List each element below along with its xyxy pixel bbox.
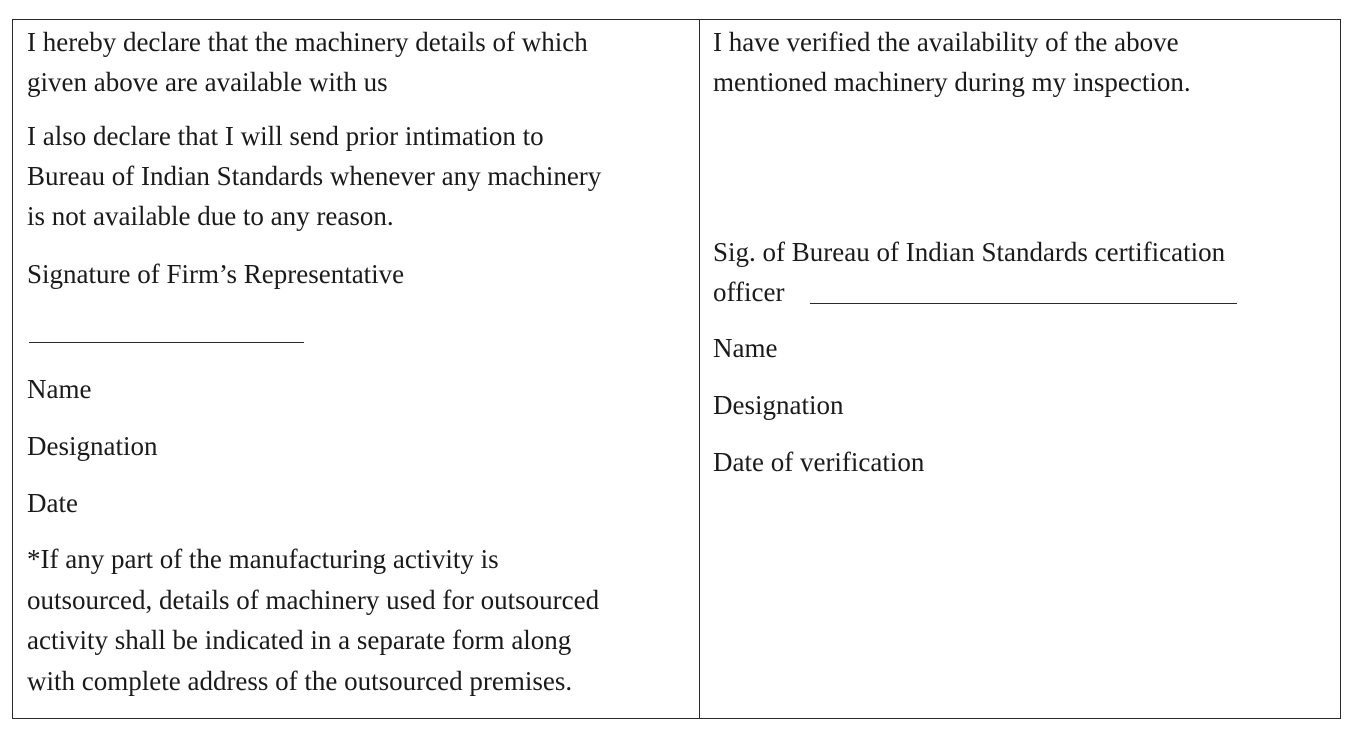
firm-signature-line — [29, 342, 304, 343]
declaration-line: I hereby declare that the machinery details of which — [27, 27, 588, 57]
verification-line: I have verified the availability of the above — [713, 27, 1179, 57]
firm-name-label: Name — [27, 374, 92, 404]
officer-name-label: Name — [713, 333, 778, 363]
firm-designation-label: Designation — [27, 431, 158, 461]
officer-signature-line — [810, 303, 1237, 304]
verification-line: mentioned machinery during my inspection. — [713, 67, 1191, 97]
intimation-line: I also declare that I will send prior intimation to — [27, 121, 544, 151]
officer-signature-label: Sig. of Bureau of Indian Standards certification — [713, 237, 1226, 267]
officer-designation-label: Designation — [713, 390, 844, 420]
intimation-line: Bureau of Indian Standards whenever any machinery — [27, 161, 602, 191]
intimation-line: is not available due to any reason. — [27, 201, 394, 231]
firm-date-label: Date — [27, 488, 78, 518]
firm-signature-label: Signature of Firm’s Representative — [27, 259, 405, 289]
verification-date-label: Date of verification — [713, 447, 925, 477]
note-line: with complete address of the outsourced premises. — [27, 666, 573, 696]
note-line: outsourced, details of machinery used for outsourced — [27, 585, 600, 615]
officer-signature-label: officer — [713, 277, 785, 307]
declaration-line: given above are available with us — [27, 67, 388, 97]
note-line: activity shall be indicated in a separate form along — [27, 625, 572, 655]
note-line: *If any part of the manufacturing activity is — [27, 544, 499, 574]
column-divider — [699, 20, 700, 718]
